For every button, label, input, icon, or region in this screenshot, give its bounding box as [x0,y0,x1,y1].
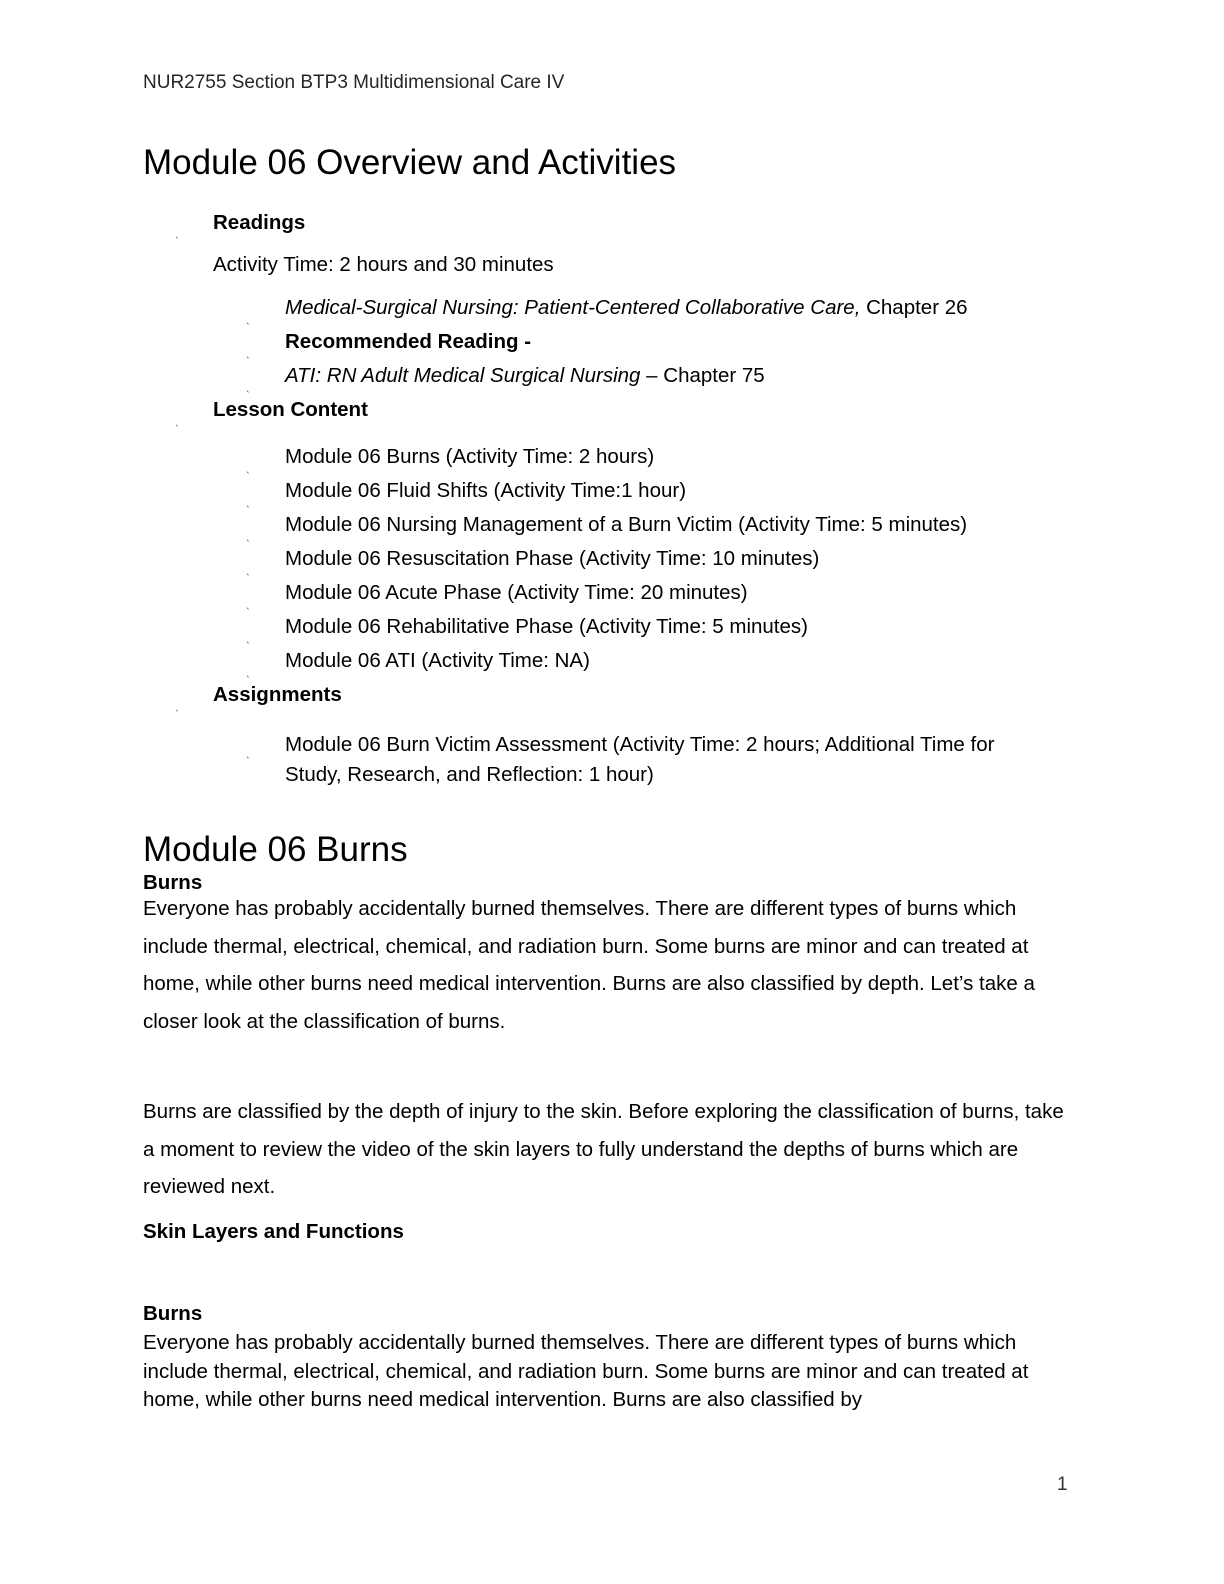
lesson-item: Module 06 Resuscitation Phase (Activity Time: 10 minutes) [285,547,820,570]
bullet-icon: ˎ [246,664,250,678]
bullet-icon: ˎ [246,562,250,576]
lesson-item: Module 06 Nursing Management of a Burn Victim (Activity Time: 5 minutes) [285,513,968,536]
burns-paragraph: Everyone has probably accidentally burned themselves. There are different types of burns which include thermal, electrical, chemical, and radiation burn. Some burns are minor and can treated at home, while other burns need medical intervention. Burns are also classified by depth. Let’s take a closer look at the classification of burns. [143,897,1035,1033]
assignments-label: Assignments [213,683,342,706]
bullet-icon: ˎ [175,413,179,427]
bullet-icon: ˎ [246,494,250,508]
bullet-icon: ˎ [246,745,250,759]
bullet-icon: ˎ [246,345,250,359]
classification-paragraph: Burns are classified by the depth of injury to the skin. Before exploring the classification of burns, take a moment to review the video of the skin layers to fully understand the depths of burns which are reviewed next. [143,1100,1064,1198]
reading-chapter: Chapter 26 [860,296,968,319]
lesson-item: Module 06 Acute Phase (Activity Time: 20 minutes) [285,581,748,604]
reading-item [285,296,968,320]
bullet-icon: ˎ [246,460,250,474]
overview-title: Module 06 Overview and Activities [143,143,677,182]
burns-subhead: Burns [143,1302,203,1325]
running-header: NUR2755 Section BTP3 Multidimensional Care IV [143,72,565,93]
lesson-item: Module 06 Fluid Shifts (Activity Time:1 hour) [285,479,687,502]
reading-title: ATI: RN Adult Medical Surgical Nursing [285,364,641,387]
bullet-icon: ˎ [246,630,250,644]
page-number: 1 [1057,1474,1068,1495]
lesson-item: Module 06 Burns (Activity Time: 2 hours) [285,445,655,468]
lesson-item: Module 06 Rehabilitative Phase (Activity Time: 5 minutes) [285,615,808,638]
bullet-icon: ˎ [246,528,250,542]
burns-subhead: Burns [143,871,203,894]
bullet-icon: ˎ [246,311,250,325]
reading-title: Medical-Surgical Nursing: Patient-Centered Collaborative Care, [285,296,861,319]
bullet-icon: ˎ [246,379,250,393]
burns-paragraph: Everyone has probably accidentally burned themselves. There are different types of burns which include thermal, electrical, chemical, and radiation burn. Some burns are minor and can treated at home, while other burns need medical intervention. Burns are also classified by [143,1331,1029,1411]
readings-label: Readings [213,211,306,234]
readings-activity-time: Activity Time: 2 hours and 30 minutes [213,253,554,276]
reading-item [285,364,765,388]
lesson-item: Module 06 ATI (Activity Time: NA) [285,649,590,672]
burns-title: Module 06 Burns [143,830,408,869]
bullet-icon: ˎ [175,698,179,712]
assignment-item: Module 06 Burn Victim Assessment (Activity Time: 2 hours; Additional Time for Study, Research, and Reflection: 1 hour) [285,733,995,786]
recommended-reading-label: Recommended Reading - [285,330,532,353]
reading-chapter: – Chapter 75 [640,364,765,387]
bullet-icon: ˎ [246,596,250,610]
lesson-content-label: Lesson Content [213,398,368,421]
bullet-icon: ˎ [175,225,179,239]
skin-layers-subhead: Skin Layers and Functions [143,1220,404,1243]
